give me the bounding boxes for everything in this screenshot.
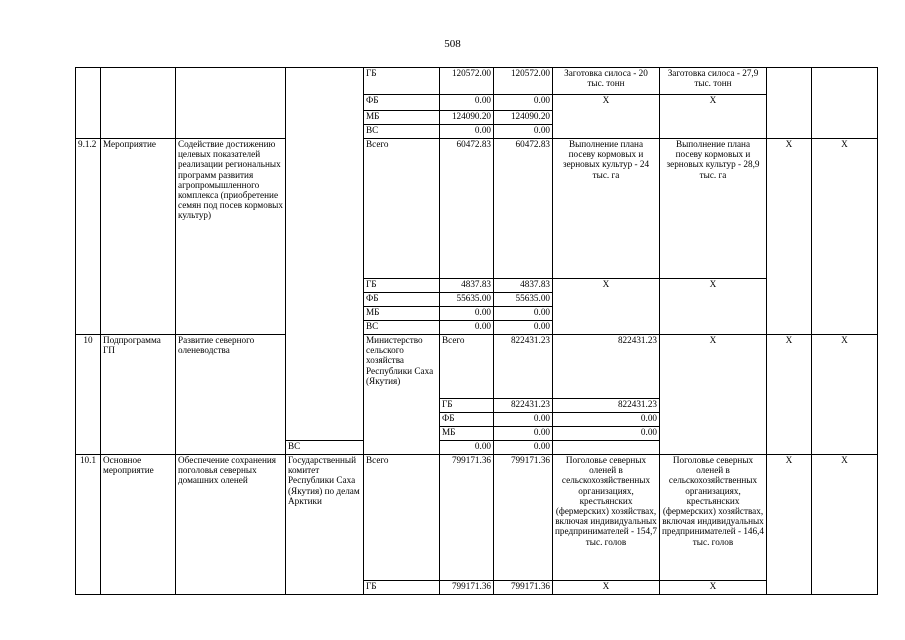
value-cell: 822431.23	[494, 399, 553, 413]
source-cell: ФБ	[440, 413, 494, 427]
name-cell: Развитие северного оленеводства	[176, 335, 286, 455]
source-cell: ГБ	[364, 279, 440, 293]
type-cell: Мероприятие	[101, 139, 176, 335]
value-cell: 124090.20	[440, 111, 494, 125]
indicator-plan-cell: Выполнение плана посеву кормовых и зерновых культур - 24 тыс. га	[553, 139, 660, 279]
source-cell: МБ	[364, 307, 440, 321]
value-cell: 0.00	[494, 441, 553, 455]
value-cell: 822431.23	[494, 335, 553, 399]
source-cell: ГБ	[440, 399, 494, 413]
value-cell: 120572.00	[440, 68, 494, 95]
table-row	[76, 455, 878, 581]
indicator-plan-cell: Х	[553, 279, 660, 335]
mark-cell: Х	[812, 455, 878, 595]
value-cell: 4837.83	[440, 279, 494, 293]
budget-table	[75, 67, 878, 595]
name-cell	[176, 68, 286, 139]
value-cell: 0.00	[440, 125, 494, 139]
value-cell: 0.00	[494, 95, 553, 111]
executor-cell: Министерство сельского хозяйства Республики Саха (Якутия)	[364, 335, 440, 455]
table-row	[76, 68, 878, 95]
value-cell: 4837.83	[494, 279, 553, 293]
table-row	[76, 139, 878, 279]
type-cell: Подпрограмма ГП	[101, 335, 176, 455]
mark-cell	[812, 68, 878, 139]
source-cell: ГБ	[364, 68, 440, 95]
value-cell: 60472.83	[494, 139, 553, 279]
source-cell: Всего	[364, 139, 440, 279]
type-cell: Основное мероприятие	[101, 455, 176, 595]
value-cell: 0.00	[494, 427, 553, 441]
type-cell	[101, 68, 176, 139]
indicator-fact-cell: Поголовье северных оленей в сельскохозяйственных организациях, крестьянских (фермерских) хозяйствах, включая индивидуальных предпринимателей - 146,4 тыс. голов	[660, 455, 767, 581]
source-cell: Всего	[364, 455, 440, 581]
table-row	[76, 335, 878, 399]
executor-cell: Государственный комитет Республики Саха (Якутия) по делам Арктики	[286, 455, 364, 595]
indicator-fact-cell: Х	[660, 279, 767, 335]
indicator-plan-cell: Х	[553, 581, 660, 595]
indicator-fact-cell: Х	[660, 95, 767, 139]
mark-cell: Х	[767, 455, 812, 595]
value-cell: 0.00	[440, 441, 494, 455]
source-cell: ВС	[364, 321, 440, 335]
name-cell: Содействие достижению целевых показателей реализации региональных программ развития агропромышленного комплекса (приобретение семян под посев кормовых культур)	[176, 139, 286, 335]
indicator-plan-cell: Х	[553, 95, 660, 139]
mark-cell: Х	[767, 139, 812, 335]
source-cell: МБ	[364, 111, 440, 125]
mark-cell: Х	[812, 139, 878, 335]
source-cell: ВС	[286, 441, 364, 455]
indicator-fact-cell: Заготовка силоса - 27,9 тыс. тонн	[660, 68, 767, 95]
source-cell: МБ	[440, 427, 494, 441]
indicator-fact-cell: Выполнение плана посеву кормовых и зерновых культур - 28,9 тыс. га	[660, 139, 767, 279]
value-cell: 0.00	[553, 427, 660, 441]
value-cell: 0.00	[440, 321, 494, 335]
mark-cell	[767, 68, 812, 139]
source-cell: ВС	[364, 125, 440, 139]
value-cell: 0.00	[494, 413, 553, 427]
value-cell: 60472.83	[440, 139, 494, 279]
value-cell: 0.00	[494, 321, 553, 335]
num-cell: 10	[76, 335, 101, 455]
num-cell	[76, 68, 101, 139]
value-cell: 120572.00	[494, 68, 553, 95]
source-cell: ФБ	[364, 293, 440, 307]
indicator-plan-cell: Заготовка силоса - 20 тыс. тонн	[553, 68, 660, 95]
value-cell: 0.00	[494, 307, 553, 321]
value-cell: 799171.36	[440, 455, 494, 581]
value-cell: 0.00	[494, 125, 553, 139]
indicator-fact-cell: Х	[660, 581, 767, 595]
indicator-plan-cell: Х	[660, 335, 767, 455]
name-cell: Обеспечение сохранения поголовья северных домашних оленей	[176, 455, 286, 595]
indicator-fact-cell: Х	[767, 335, 812, 455]
value-cell: 0.00	[440, 307, 494, 321]
source-cell: ФБ	[364, 95, 440, 111]
value-cell: 124090.20	[494, 111, 553, 125]
page-number: 508	[444, 38, 461, 50]
num-cell: 10.1	[76, 455, 101, 595]
value-cell: 799171.36	[494, 581, 553, 595]
value-cell: 822431.23	[553, 335, 660, 399]
source-cell: ГБ	[364, 581, 440, 595]
value-cell: 0.00	[440, 95, 494, 111]
value-cell: 822431.23	[553, 399, 660, 413]
value-cell: 55635.00	[494, 293, 553, 307]
num-cell: 9.1.2	[76, 139, 101, 335]
indicator-plan-cell: Поголовье северных оленей в сельскохозяйственных организациях, крестьянских (фермерских) хозяйствах, включая индивидуальных предпринимателей - 154,7 тыс. голов	[553, 455, 660, 581]
mark-cell: Х	[812, 335, 878, 455]
value-cell: 799171.36	[440, 581, 494, 595]
value-cell: 0.00	[553, 413, 660, 427]
executor-cell	[286, 68, 364, 441]
source-cell: Всего	[440, 335, 494, 399]
value-cell: 799171.36	[494, 455, 553, 581]
value-cell: 55635.00	[440, 293, 494, 307]
